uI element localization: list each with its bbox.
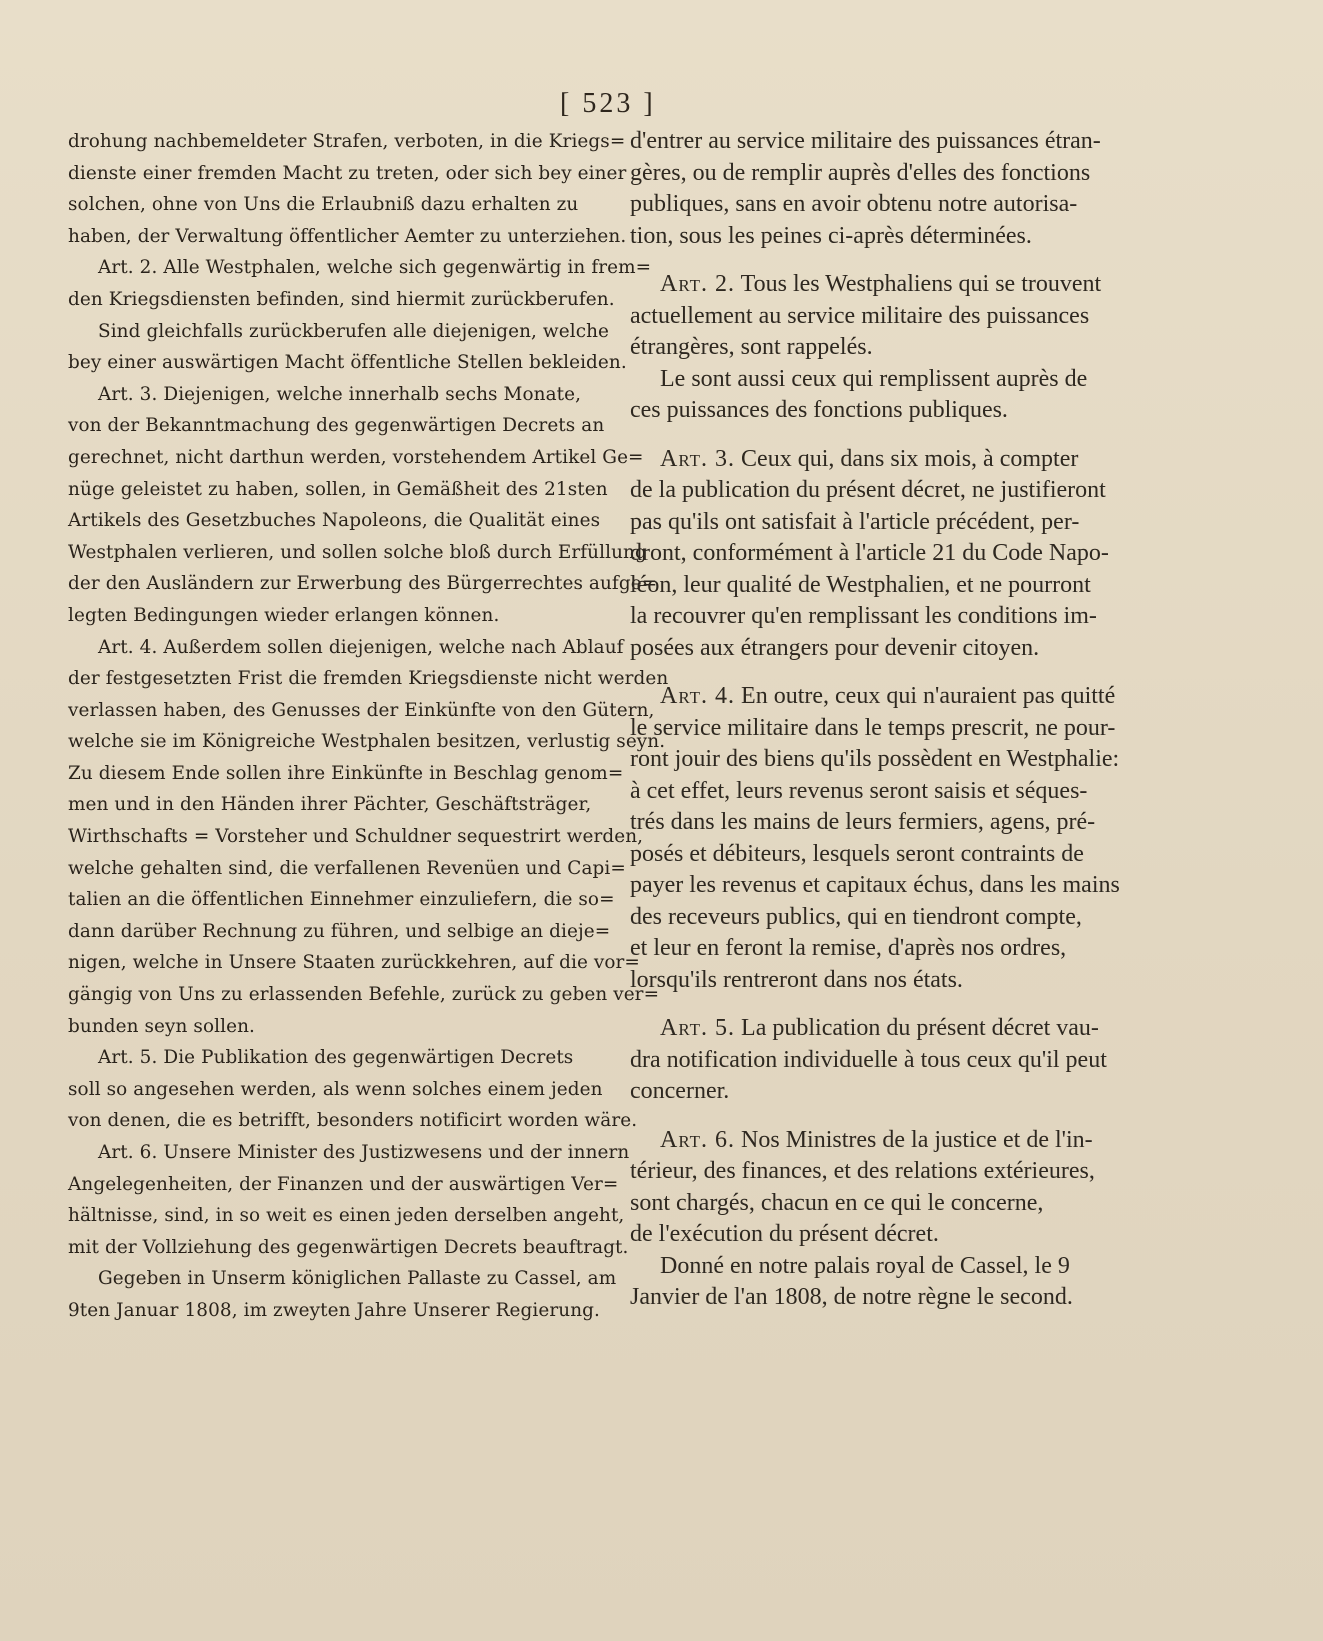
french-text-line: à cet effet, leurs revenus seront saisis et séques- [630, 777, 1088, 804]
german-text-line: Zu diesem Ende sollen ihre Einkünfte in Beschlag genom= [68, 762, 624, 784]
french-text-line: la recouvrer qu'en remplissant les conditions im- [630, 603, 1097, 629]
article-label: Art. 2. [660, 271, 736, 297]
french-text-line: pas qu'ils ont satisfait à l'article précédent, per- [630, 508, 1080, 535]
french-text-line: de l'exécution du présent décret. [630, 1221, 939, 1247]
german-text-line: der festgesetzten Frist die fremden Kriegsdienste nicht werden [68, 668, 669, 690]
french-text-line: tion, sous les peines ci-après déterminées. [630, 222, 1032, 249]
french-text-line: payer les revenus et capitaux échus, dans les mains [630, 872, 1120, 898]
french-text-line [630, 1125, 1170, 1157]
german-text-line: nigen, welche in Unsere Staaten zurückkehren, auf die vor= [68, 952, 640, 974]
french-text-line: et leur en feront la remise, d'après nos ordres, [630, 935, 1067, 961]
german-text-line: Sind gleichfalls zurückberufen alle diejenigen, welche [98, 320, 610, 342]
french-text-line [630, 444, 1170, 476]
paragraph-gap [630, 996, 1170, 1013]
german-text-line: men und in den Händen ihrer Pächter, Geschäftsträger, [68, 794, 592, 816]
french-text-line: posés et débiteurs, lesquels seront contraints de [630, 840, 1084, 867]
german-text-line: von der Bekanntmachung des gegenwärtigen Decrets an [68, 415, 605, 437]
german-text-line: 9ten Januar 1808, im zweyten Jahre Unserer Regierung. [68, 1299, 600, 1321]
german-text-line: soll so angesehen werden, als wenn solches einem jeden [68, 1078, 603, 1100]
german-text-line: der den Ausländern zur Erwerbung des Bürgerrechtes aufge= [68, 573, 658, 595]
german-text-line: Art. 3. Diejenigen, welche innerhalb sechs Monate, [98, 383, 582, 405]
german-text-line: Artikels des Gesetzbuches Napoleons, die Qualität eines [68, 510, 601, 532]
french-text-line: le service militaire dans le temps prescrit, ne pour- [630, 714, 1116, 741]
german-text-line: den Kriegsdiensten befinden, sind hiermit zurückberufen. [68, 288, 615, 310]
german-text-line: dienste einer fremden Macht zu treten, oder sich bey einer [68, 162, 627, 184]
german-text-line: welche gehalten sind, die verfallenen Revenüen und Capi= [68, 857, 626, 879]
french-text-line: d'entrer au service militaire des puissances étran- [630, 128, 1101, 154]
german-text-line: bey einer auswärtigen Macht öffentliche Stellen bekleiden. [68, 352, 627, 374]
german-text-line: Art. 2. Alle Westphalen, welche sich gegenwärtig in frem= [98, 257, 652, 279]
french-text-line: de la publication du présent décret, ne justifieront [630, 477, 1106, 503]
french-text-line [630, 681, 1170, 713]
article-label: Art. 5. [660, 1015, 736, 1041]
german-text-line: hältnisse, sind, in so weit es einen jeden derselben angeht, [68, 1205, 625, 1227]
german-text-line: Westphalen verlieren, und sollen solche bloß durch Erfüllung [68, 541, 647, 563]
german-text-line: welche sie im Königreiche Westphalen besitzen, verlustig seyn. [68, 731, 666, 753]
article-text: Tous les Westphaliens qui se trouvent [735, 271, 1102, 297]
french-text-line: posées aux étrangers pour devenir citoyen. [630, 634, 1040, 661]
french-text-line: léon, leur qualité de Westphalien, et ne pourront [630, 571, 1091, 598]
german-text-line: Art. 6. Unsere Minister des Justizwesens und der innern [98, 1142, 630, 1163]
german-text-line: von denen, die es betrifft, besonders notificirt worden wäre. [68, 1110, 638, 1132]
german-text-line: legten Bedingungen wieder erlangen können. [68, 604, 500, 626]
german-text-line: Angelegenheiten, der Finanzen und der auswärtigen Ver= [68, 1173, 619, 1195]
german-text-column [68, 126, 669, 1327]
german-text-line: verlassen haben, des Genusses der Einkünfte von den Gütern, [68, 699, 655, 721]
german-text-line: solchen, ohne von Uns die Erlaubniß dazu erhalten zu [68, 194, 579, 216]
french-text-line: lorsqu'ils rentreront dans nos états. [630, 966, 963, 993]
german-text-line: Gegeben in Unserm königlichen Pallaste zu Cassel, am [98, 1268, 617, 1290]
article-text: En outre, ceux qui n'auraient pas quitté [735, 683, 1116, 709]
german-text-line: dann darüber Rechnung zu führen, und selbige an dieje= [68, 920, 611, 942]
french-text-line: ces puissances des fonctions publiques. [630, 397, 1008, 423]
french-text-line: Donné en notre palais royal de Cassel, le 9 [660, 1252, 1070, 1279]
article-text: Nos Ministres de la justice et de l'in- [735, 1126, 1093, 1153]
german-text-line: mit der Vollziehung des gegenwärtigen Decrets beauftragt. [68, 1236, 629, 1258]
french-text-line: Janvier de l'an 1808, de notre règne le second. [630, 1284, 1073, 1310]
french-text-line: gères, ou de remplir auprès d'elles des fonctions [630, 159, 1091, 186]
french-text-line: dront, conformément à l'article 21 du Code Napo- [630, 540, 1109, 566]
french-text-line: concerner. [630, 1078, 730, 1104]
german-text-line: gerechnet, nicht darthun werden, vorstehendem Artikel Ge= [68, 446, 644, 468]
german-text-line: bunden seyn sollen. [68, 1015, 255, 1037]
french-text-column [630, 126, 1170, 1314]
french-text-line [630, 269, 1170, 301]
french-text-line: trés dans les mains de leurs fermiers, agens, pré- [630, 809, 1096, 835]
german-text-line: Art. 4. Außerdem sollen diejenigen, welche nach Ablauf [98, 636, 624, 658]
french-text-line: des receveurs publics, qui en tiendront compte, [630, 903, 1082, 930]
german-text-line: Art. 5. Die Publikation des gegenwärtigen Decrets [98, 1047, 574, 1069]
french-text-line: Le sont aussi ceux qui remplissent auprès de [660, 365, 1088, 392]
german-text-line: gängig von Uns zu erlassenden Befehle, zurück zu geben ver= [68, 984, 660, 1006]
paragraph-gap [630, 427, 1170, 444]
french-text-line: actuellement au service militaire des puissances [630, 302, 1090, 329]
french-text-line: dra notification individuelle à tous ceux qu'il peut [630, 1046, 1107, 1073]
french-text-line [630, 1013, 1170, 1045]
german-text-line: haben, der Verwaltung öffentlicher Aemter zu unterziehen. [68, 225, 627, 247]
german-text-line: Wirthschafts = Vorsteher und Schuldner sequestrirt werden, [68, 826, 644, 848]
german-text-line: nüge geleistet zu haben, sollen, in Gemäßheit des 21sten [68, 478, 608, 500]
article-label: Art. 3. [660, 445, 736, 472]
french-text-line: ront jouir des biens qu'ils possèdent en Westphalie: [630, 746, 1120, 772]
french-text-line: publiques, sans en avoir obtenu notre autorisa- [630, 191, 1078, 217]
german-text-line: drohung nachbemeldeter Strafen, verboten, in die Kriegs= [68, 131, 626, 152]
article-text: La publication du présent décret vau- [735, 1015, 1099, 1041]
french-text-line: sont chargés, chacun en ce qui le concerne, [630, 1189, 1044, 1216]
french-text-line: étrangères, sont rappelés. [630, 334, 873, 360]
article-text: Ceux qui, dans six mois, à compter [735, 445, 1079, 472]
article-label: Art. 6. [660, 1126, 736, 1153]
french-text-line: térieur, des finances, et des relations extérieures, [630, 1158, 1095, 1184]
paragraph-gap [630, 664, 1170, 681]
article-label: Art. 4. [660, 683, 736, 709]
german-text-line: talien an die öffentlichen Einnehmer einzuliefern, die so= [68, 889, 615, 911]
paragraph-gap [630, 1108, 1170, 1125]
page-number: [ 523 ] [560, 88, 656, 119]
paragraph-gap [630, 252, 1170, 269]
